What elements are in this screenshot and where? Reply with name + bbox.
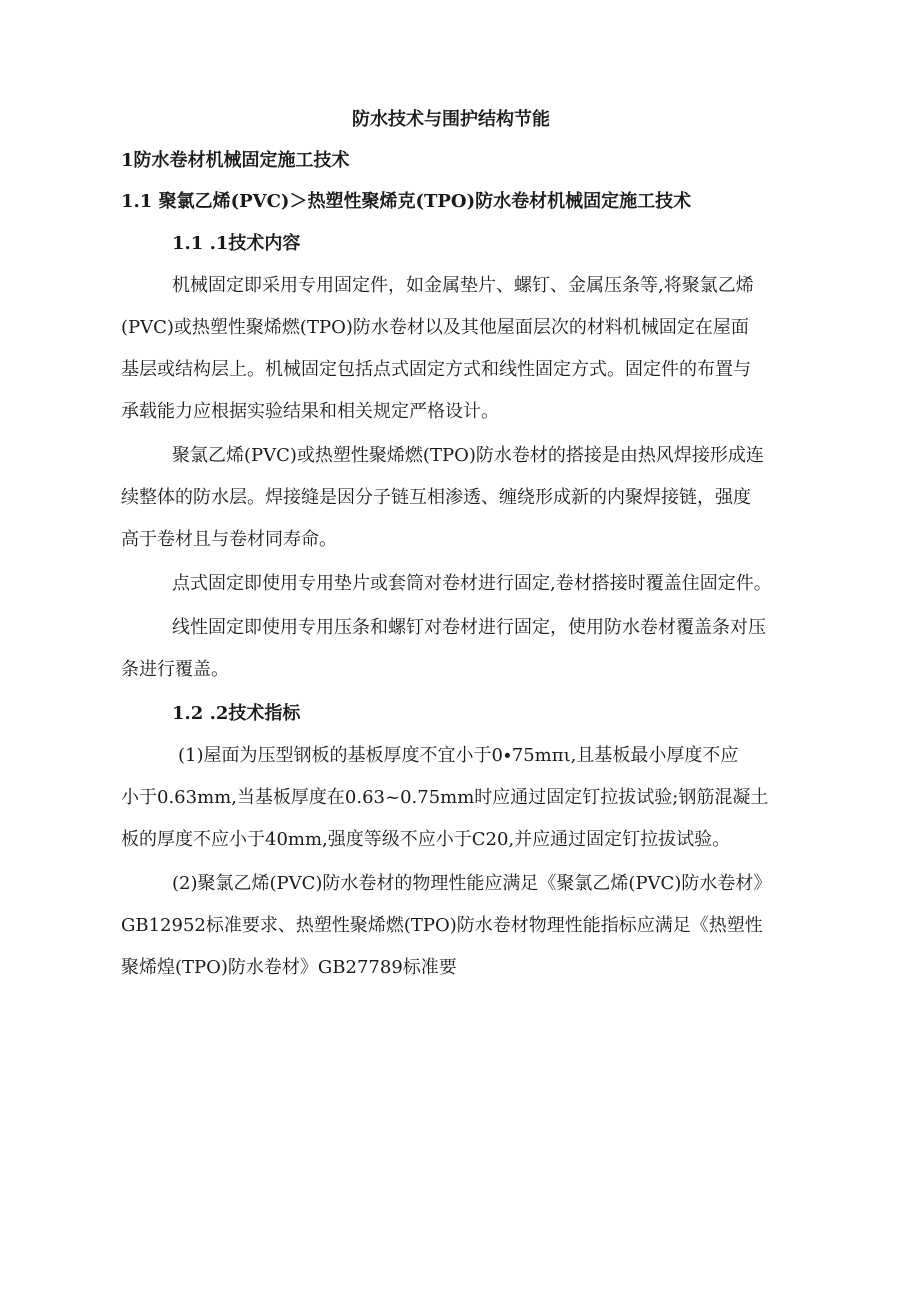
section-heading-1-2-2: 1.2 .2技术指标 [172,703,301,724]
paragraph-5-line-1: (1)屋面为压型钢板的基板厚度不宜小于0∙75mπι,且基板最小厚度不应 [178,745,739,766]
paragraph-4-line-2: 条进行覆盖。 [121,659,229,680]
paragraph-2-line-1: 聚氯乙烯(PVC)或热塑性聚烯燃(TPO)防水卷材的搭接是由热风焊接形成连 [172,445,764,466]
paragraph-1-line-3: 基层或结构层上。机械固定包括点式固定方式和线性固定方式。固定件的布置与 [121,359,751,380]
paragraph-1-line-1: 机械固定即采用专用固定件，如金属垫片、螺钉、金属压条等,将聚氯乙烯 [172,275,754,296]
section-heading-1: 1防水卷材机械固定施工技术 [121,150,350,171]
section-heading-1-1: 1.1 聚氯乙烯(PVC)＞热塑性聚烯克(TPO)防水卷材机械固定施工技术 [121,191,692,212]
paragraph-1-line-4: 承载能力应根据实验结果和相关规定严格设计。 [121,401,499,422]
document-title: 防水技术与围护结构节能 [352,109,550,130]
paragraph-5-line-3: 板的厚度不应小于40mm,强度等级不应小于C20,并应通过固定钉拉拔试验。 [121,829,731,850]
paragraph-2-line-2: 续整体的防水层。焊接缝是因分子链互相渗透、缠绕形成新的内聚焊接链，强度 [121,487,751,508]
paragraph-6-line-1: (2)聚氯乙烯(PVC)防水卷材的物理性能应满足《聚氯乙烯(PVC)防水卷材》 [172,873,772,894]
paragraph-6-line-3: 聚烯煌(TPO)防水卷材》GB27789标准要 [121,957,457,978]
paragraph-5-line-2: 小于0.63mm,当基板厚度在0.63~0.75mm时应通过固定钉拉拔试验;钢筋混凝土 [121,787,769,808]
section-heading-1-1-1: 1.1 .1技术内容 [172,233,301,254]
paragraph-3-line-1: 点式固定即使用专用垫片或套筒对卷材进行固定,卷材搭接时覆盖住固定件。 [172,573,772,594]
paragraph-2-line-3: 高于卷材且与卷材同寿命。 [121,529,337,550]
paragraph-6-line-2: GB12952标准要求、热塑性聚烯燃(TPO)防水卷材物理性能指标应满足《热塑性 [121,915,763,936]
paragraph-4-line-1: 线性固定即使用专用压条和螺钉对卷材进行固定，使用防水卷材覆盖条对压 [172,617,766,638]
paragraph-1-line-2: (PVC)或热塑性聚烯燃(TPO)防水卷材以及其他屋面层次的材料机械固定在屋面 [121,317,749,338]
